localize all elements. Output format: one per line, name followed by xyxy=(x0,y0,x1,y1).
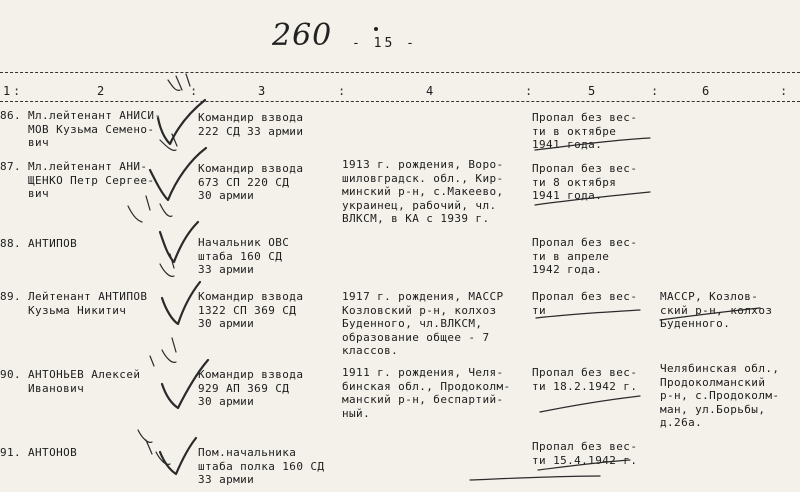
person-name: АНТОНЬЕВ Алексей Иванович xyxy=(28,368,141,395)
row-number: 91. xyxy=(0,446,22,459)
person-fate: Пропал без вес- ти в октябре 1941 года. xyxy=(532,111,638,151)
column-separator: : xyxy=(651,84,659,98)
person-position: Командир взвода 673 СП 220 СД 30 армии xyxy=(198,162,304,202)
column-header-1: 1 xyxy=(3,84,11,98)
person-position: Командир взвода 222 СД 33 армии xyxy=(198,111,304,138)
header-top-rule xyxy=(0,72,800,73)
column-header-4: 4 xyxy=(426,84,434,98)
person-position: Командир взвода 929 АП 369 СД 30 армии xyxy=(198,368,304,408)
column-header-2: 2 xyxy=(97,84,105,98)
person-fate: Пропал без вес- ти 8 октября 1941 года. xyxy=(532,162,638,202)
column-separator: : xyxy=(780,84,788,98)
handwritten-page-number: 260 xyxy=(272,18,333,53)
column-separator: : xyxy=(190,84,198,98)
header-bottom-rule xyxy=(0,101,800,102)
person-name: Мл.лейтенант АНИСИ- МОВ Кузьма Семено- вич xyxy=(28,109,162,149)
row-number: 87. xyxy=(0,160,22,173)
person-bio: 1913 г. рождения, Воро- шиловградск. обл., Кир- минский р-н, с.Макеево, украинец, рабочий, чл. ВЛКСМ, в КА с 1939 г. xyxy=(342,158,504,225)
row-number: 88. xyxy=(0,237,22,250)
person-address: МАССР, Козлов- ский р-н, колхоз Буденного. xyxy=(660,290,773,330)
column-separator: : xyxy=(13,84,21,98)
row-number: 89. xyxy=(0,290,22,303)
column-header-5: 5 xyxy=(588,84,596,98)
person-fate: Пропал без вес- ти 15.4.1942 г. xyxy=(532,440,638,467)
person-position: Начальник ОВС штаба 160 СД 33 армии xyxy=(198,236,290,276)
column-separator: : xyxy=(338,84,346,98)
person-name: АНТИПОВ xyxy=(28,237,78,250)
person-name: Лейтенант АНТИПОВ Кузьма Никитич xyxy=(28,290,148,317)
row-number: 90. xyxy=(0,368,22,381)
person-bio: 1917 г. рождения, МАССР Козловский р-н, колхоз Буденного, чл.ВЛКСМ, образование общее - 7 классов. xyxy=(342,290,504,357)
person-position: Пом.начальника штаба полка 160 СД 33 армии xyxy=(198,446,325,486)
person-address: Челябинская обл., Продоколманский р-н, с.Продоколм- ман, ул.Борьбы, д.26а. xyxy=(660,362,780,429)
column-header-3: 3 xyxy=(258,84,266,98)
column-header-6: 6 xyxy=(702,84,710,98)
row-number: 86. xyxy=(0,109,22,122)
person-position: Командир взвода 1322 СП 369 СД 30 армии xyxy=(198,290,304,330)
typed-page-number: - 15 - xyxy=(352,36,417,51)
person-fate: Пропал без вес- ти в апреле 1942 года. xyxy=(532,236,638,276)
person-name: Мл.лейтенант АНИ- ЩЕНКО Петр Сергее- вич xyxy=(28,160,155,200)
person-fate: Пропал без вес- ти xyxy=(532,290,638,317)
person-name: АНТОНОВ xyxy=(28,446,78,459)
column-separator: : xyxy=(525,84,533,98)
person-fate: Пропал без вес- ти 18.2.1942 г. xyxy=(532,366,638,393)
person-bio: 1911 г. рождения, Челя- бинская обл., Продоколм- манский р-н, беспартий- ный. xyxy=(342,366,511,420)
